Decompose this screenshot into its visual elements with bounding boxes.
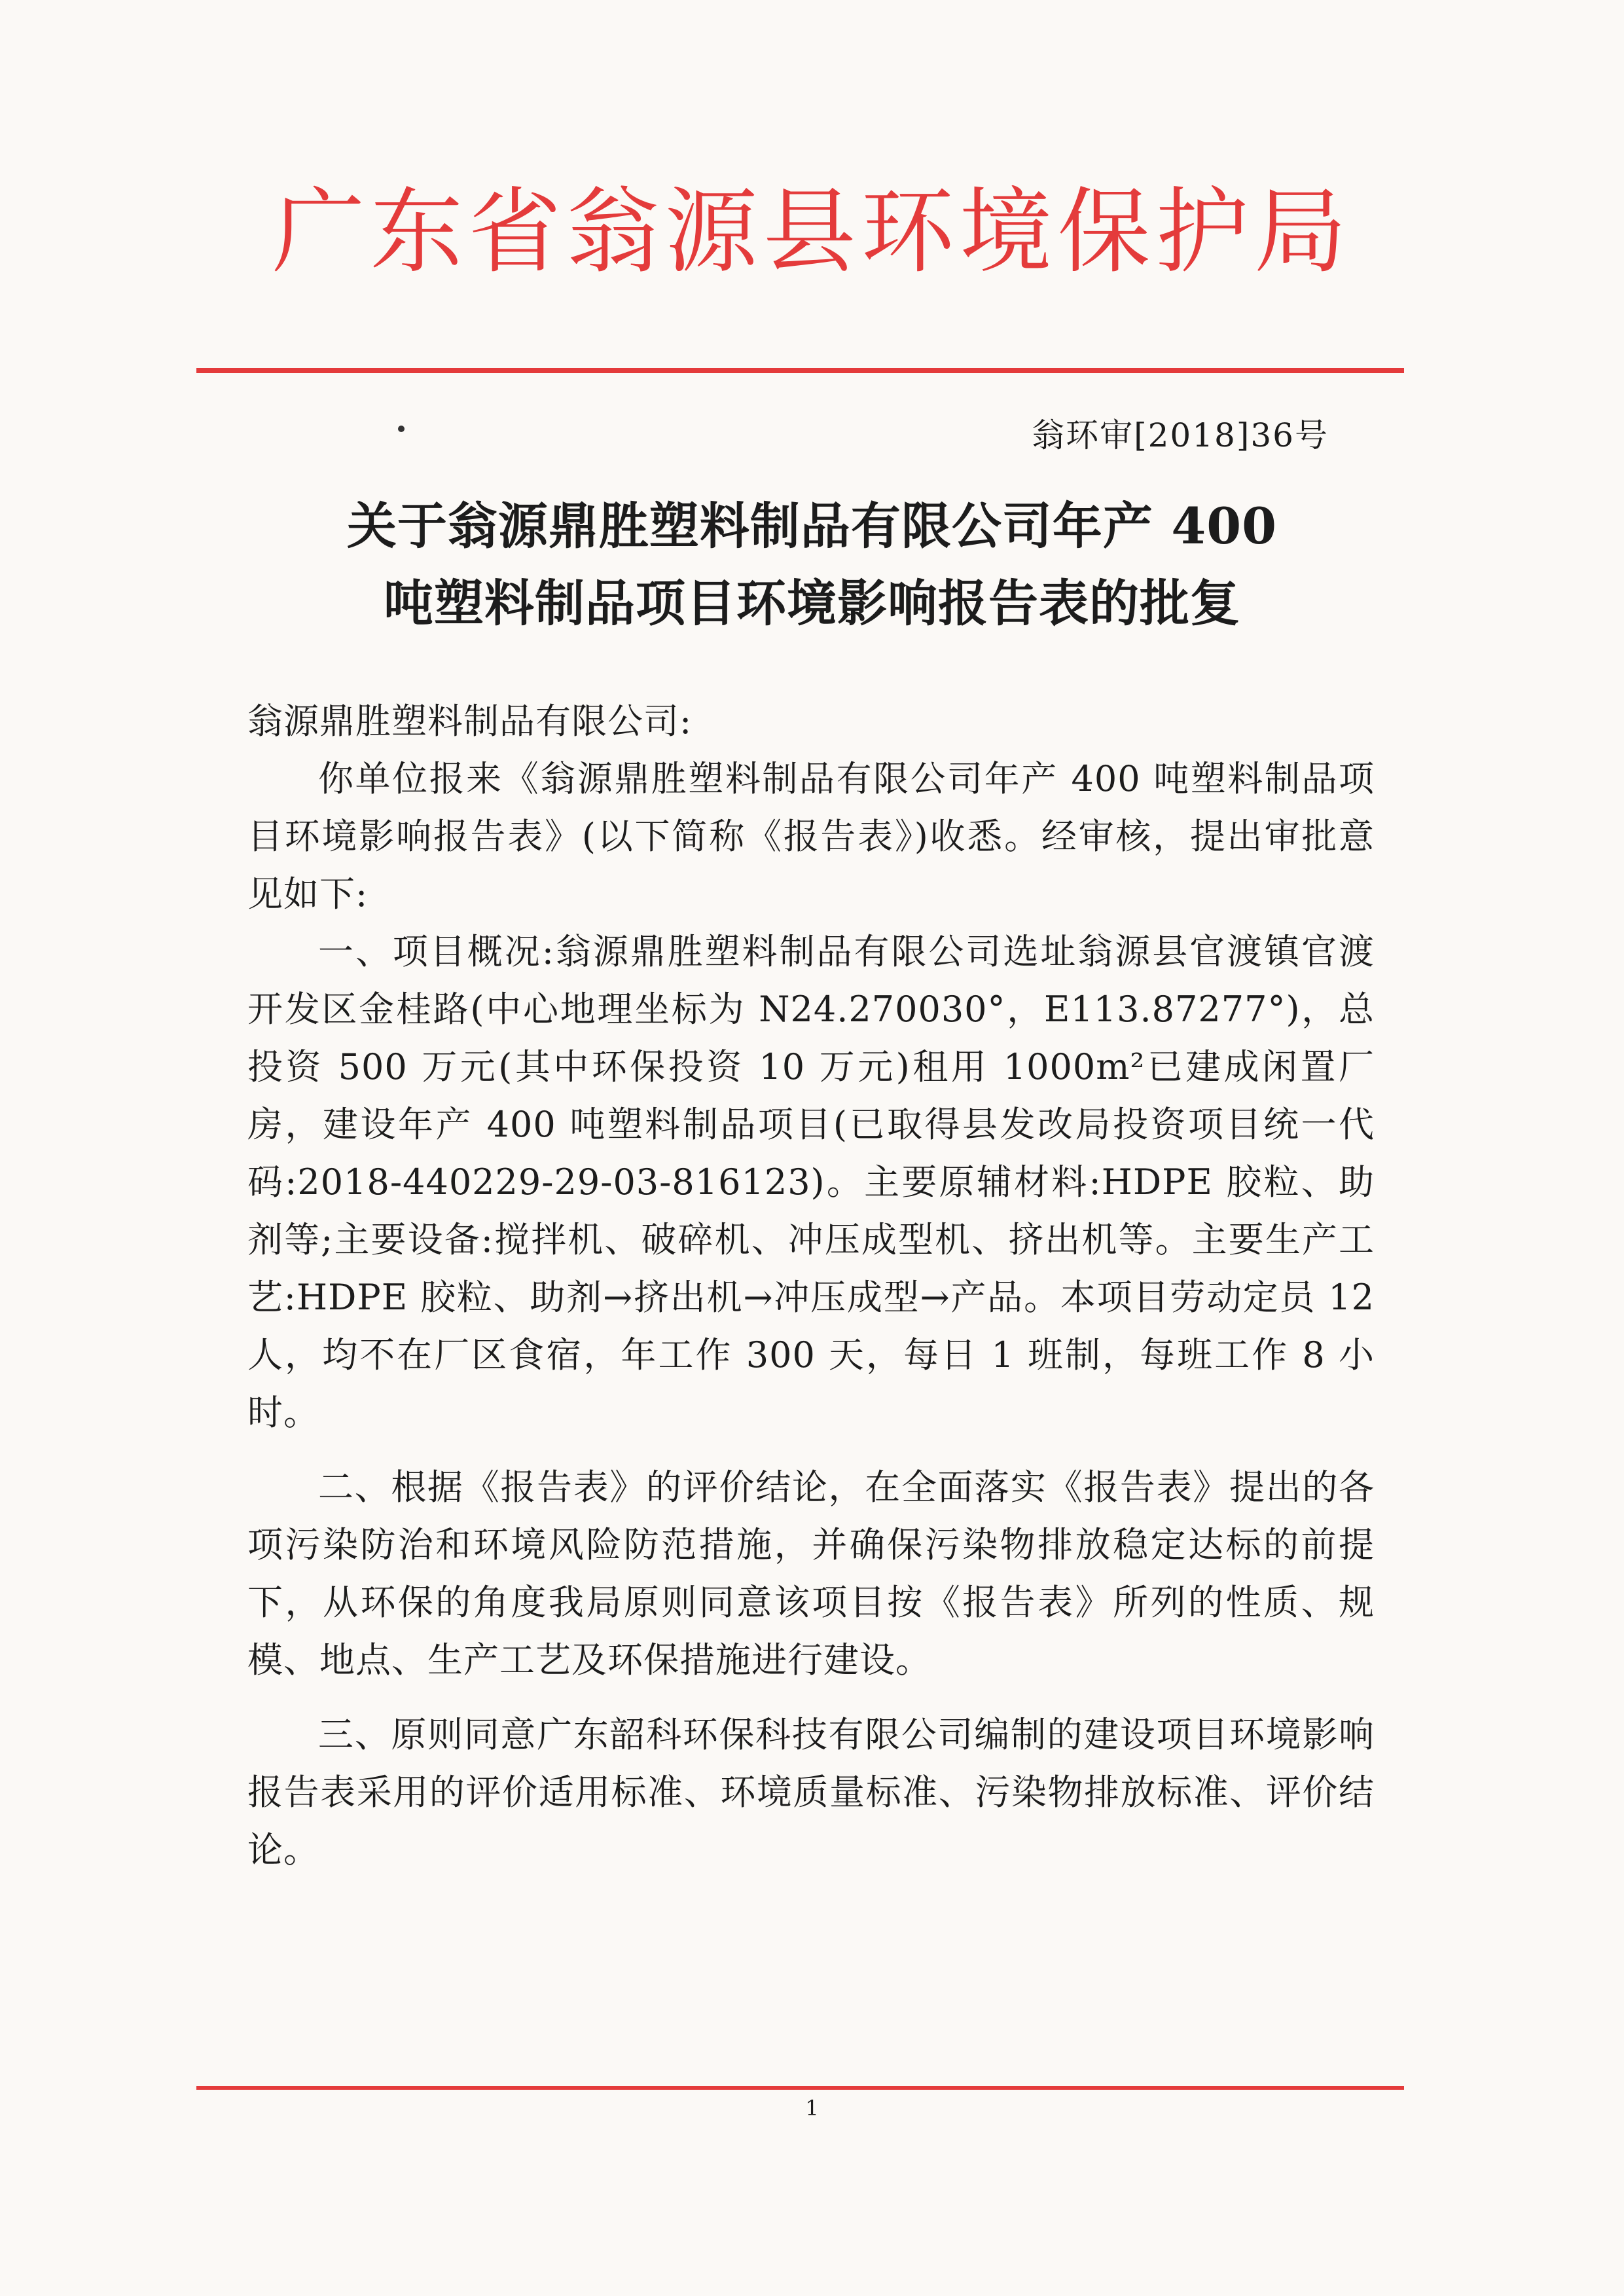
paragraph-project-overview: 一、项目概况:翁源鼎胜塑料制品有限公司选址翁源县官渡镇官渡开发区金桂路(中心地理坐标为 N24.270030°，E113.87277°)，总投资 500 万元(其中环保投资 10 万元)租用 1000m²已建成闲置厂房，建设年产 400 吨塑料制品项目(已取得县发改局投资项目统一代码:2018-440229-29-03-816123)。主要原辅材料:HDPE 胶粒、助剂等;主要设备:搅拌机、破碎机、冲压成型机、挤出机等。主要生产工艺:HDPE 胶粒、助剂→挤出机→冲压成型→产品。本项目劳动定员 12 人，均不在厂区食宿，年工作 300 天，每日 1 班制，每班工作 8 小时。 [247,931,1375,1433]
document-body [247,693,1375,1879]
document-title-line-1: 关于翁源鼎胜塑料制品有限公司年产 400 [346,497,1278,555]
footer-red-rule [196,2086,1404,2090]
paragraph-intro: 你单位报来《翁源鼎胜塑料制品有限公司年产 400 吨塑料制品项目环境影响报告表》(以下简称《报告表》)收悉。经审核，提出审批意见如下: [247,758,1375,915]
paragraph-approval-conclusion: 二、根据《报告表》的评价结论，在全面落实《报告表》提出的各项污染防治和环境风险防范措施，并确保污染物排放稳定达标的前提下，从环保的角度我局原则同意该项目按《报告表》所列的性质、规模、地点、生产工艺及环保措施进行建设。 [247,1467,1375,1681]
scan-speck [398,426,405,432]
document-title [216,488,1408,642]
page-number: 1 [805,2096,819,2121]
letterhead-title: 广东省翁源县环境保护局 [272,178,1352,286]
document-title-line-2: 吨塑料制品项目环境影响报告表的批复 [384,574,1240,632]
letterhead-red-rule [196,368,1404,373]
paragraph-standards-approval: 三、原则同意广东韶科环保科技有限公司编制的建设项目环境影响报告表采用的评价适用标准、环境质量标准、污染物排放标准、评价结论。 [247,1714,1375,1870]
salutation: 翁源鼎胜塑料制品有限公司: [247,701,693,742]
document-number: 翁环审[2018]36号 [1032,416,1329,454]
